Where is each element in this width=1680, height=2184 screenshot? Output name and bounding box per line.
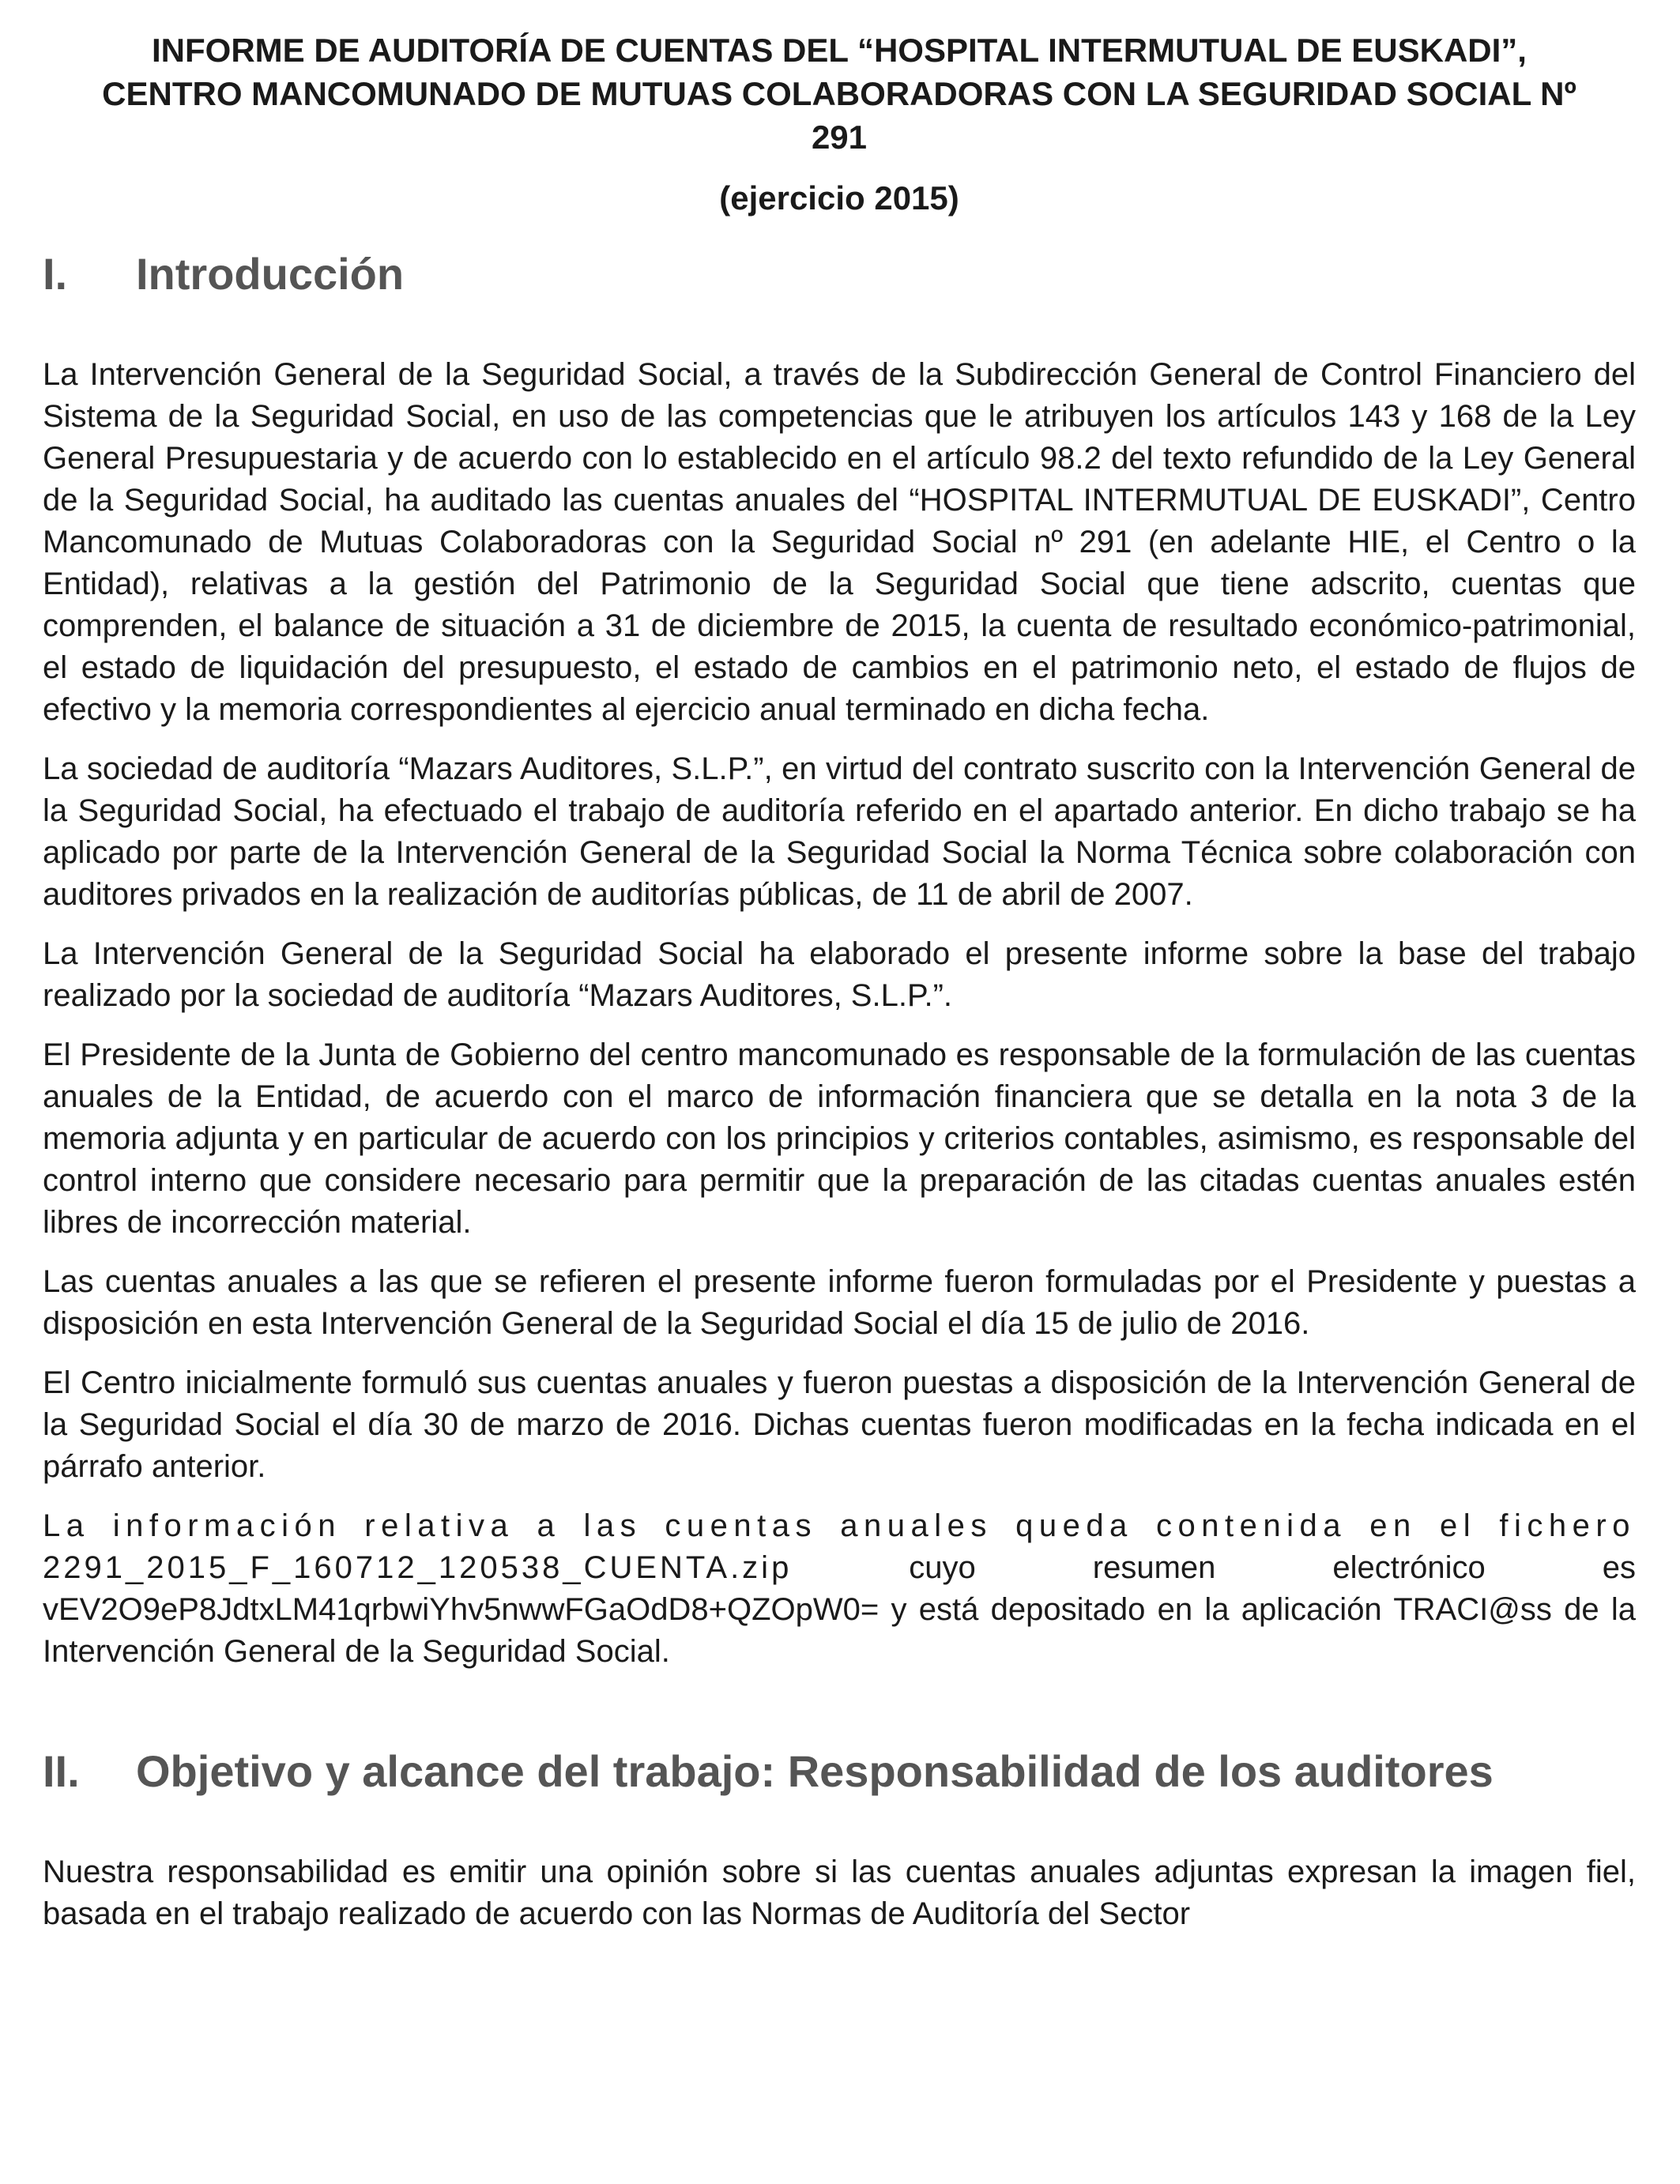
document-page bbox=[43, 28, 1636, 1952]
file-info-end: y está depositado en la aplicación TRACI@ss de la Intervención General de la Seguridad Social. bbox=[43, 1592, 1636, 1669]
section-heading-introduction bbox=[43, 247, 1636, 302]
section-heading-objective bbox=[43, 1744, 1636, 1799]
file-info-intro: La información relativa a las cuentas anuales queda contenida en el fichero bbox=[43, 1508, 1636, 1543]
paragraph: El Centro inicialmente formuló sus cuentas anuales y fueron puestas a disposición de la Intervención General de la Seguridad Social el día 30 de marzo de 2016. Dichas cuentas fueron modificadas en la fecha indicada en el párrafo anterior. bbox=[43, 1365, 1636, 1484]
paragraph: La sociedad de auditoría “Mazars Auditores, S.L.P.”, en virtud del contrato suscrito con la Intervención General de la Seguridad Social, ha efectuado el trabajo de auditoría referido en el apartado anterior. En dicho trabajo se ha aplicado por parte de la Intervención General de la Seguridad Social la Norma Técnica sobre colaboración con auditores privados en la realización de auditorías públicas, de 11 de abril de 2007. bbox=[43, 751, 1636, 912]
paragraph: La Intervención General de la Seguridad Social, a través de la Subdirección General de Control Financiero del Sistema de la Seguridad Social, en uso de las competencias que le atribuyen los artículos 143 y 168 de la Ley General Presupuestaria y de acuerdo con lo establecido en el artículo 98.2 del texto refundido de la Ley General de la Seguridad Social, ha auditado las cuentas anuales del “HOSPITAL INTERMUTUAL DE EUSKADI”, Centro Mancomunado de Mutuas Colaboradoras con la Seguridad Social nº 291 (en adelante HIE, el Centro o la Entidad), relativas a la gestión del Patrimonio de la Seguridad Social que tiene adscrito, cuentas que comprenden, el balance de situación a 31 de diciembre de 2015, la cuenta de resultado económico-patrimonial, el estado de liquidación del presupuesto, el estado de cambios en el patrimonio neto, el estado de flujos de efectivo y la memoria correspondientes al ejercicio anual terminado en dicha fecha. bbox=[43, 357, 1636, 727]
paragraph: El Presidente de la Junta de Gobierno del centro mancomunado es responsable de la formulación de las cuentas anuales de la Entidad, de acuerdo con el marco de información financiera que se detalla en la nota 3 de la memoria adjunta y en particular de acuerdo con los principios y criterios contables, asimismo, es responsable del control interno que considere necesario para permitir que la preparación de las citadas cuentas anuales estén libres de incorrección material. bbox=[43, 1037, 1636, 1240]
paragraph: Las cuentas anuales a las que se refieren el presente informe fueron formuladas por el Presidente y puestas a disposición en esta Intervención General de la Seguridad Social el día 15 de julio de 2016. bbox=[43, 1264, 1636, 1341]
section-title: Objetivo y alcance del trabajo: Responsabilidad de los auditores bbox=[136, 1746, 1494, 1796]
file-hash: vEV2O9eP8JdtxLM41qrbwiYhv5nwwFGaOdD8+QZOpW0= bbox=[43, 1592, 880, 1627]
paragraph: Nuestra responsabilidad es emitir una opinión sobre si las cuentas anuales adjuntas expresan la imagen fiel, basada en el trabajo realizado de acuerdo con las Normas de Auditoría del Sector bbox=[43, 1855, 1636, 1931]
section-title: Introducción bbox=[136, 249, 405, 299]
file-info-mid: cuyo resumen electrónico es bbox=[909, 1550, 1636, 1585]
file-info-paragraph bbox=[43, 1505, 1636, 1673]
paragraph: La Intervención General de la Seguridad Social ha elaborado el presente informe sobre la base del trabajo realizado por la sociedad de auditoría “Mazars Auditores, S.L.P.”. bbox=[43, 936, 1636, 1013]
file-name: 2291_2015_F_160712_120538_CUENTA.zip bbox=[43, 1550, 793, 1585]
report-title: INFORME DE AUDITORÍA DE CUENTAS DEL “HOSPITAL INTERMUTUAL DE EUSKADI”, CENTRO MANCOMUNADO DE MUTUAS COLABORADORAS CON LA SEGURIDAD SOCIAL Nº 291 bbox=[102, 32, 1576, 156]
report-fiscal-year: (ejercicio 2015) bbox=[719, 179, 959, 217]
section-number: II. bbox=[43, 1746, 80, 1796]
section-number: I. bbox=[43, 249, 68, 299]
